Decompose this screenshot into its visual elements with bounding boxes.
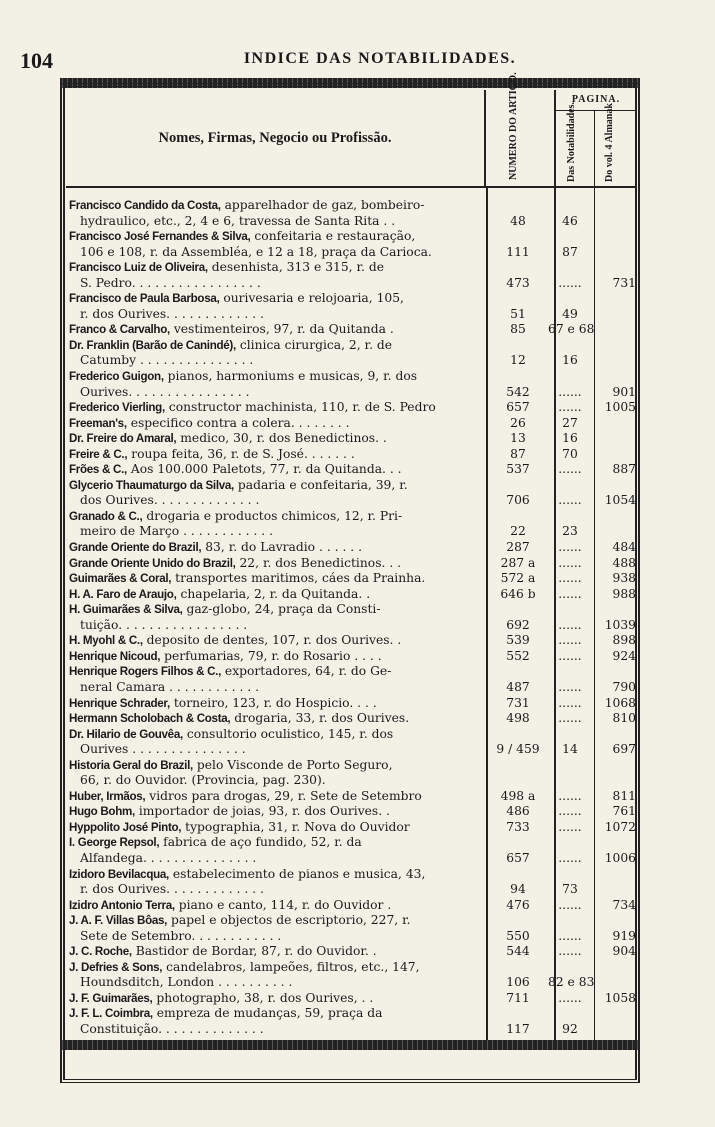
notabilidades-page: 87	[562, 244, 578, 259]
entry-description: gaz-globo, 24, praça da Consti-	[186, 602, 381, 617]
artigo-number: 572 a	[500, 571, 536, 586]
notabilidades-page: 14	[562, 742, 578, 757]
entry-line	[66, 509, 636, 525]
entry-description: desenhista, 313 e 315, r. de	[211, 260, 384, 275]
entry-description: Aos 100.000 Paletots, 77, r. da Quitanda. . .	[130, 462, 402, 477]
index-entry	[66, 835, 636, 866]
entry-line	[66, 664, 636, 680]
almanak-column-label: Do vol. 4 Almanak	[604, 103, 615, 182]
entry-description: roupa feita, 36, r. de S. José. . . . . . .	[131, 446, 355, 461]
notabilidades-page: ......	[558, 804, 582, 819]
artigo-number: 473	[506, 275, 530, 290]
entry-description: importador de joias, 93, r. dos Ourives. .	[138, 804, 390, 819]
entry-description: empreza de mudanças, 59, praça da	[156, 1006, 383, 1021]
entry-name: Glycerio Thaumaturgo da Silva,	[69, 478, 234, 492]
entry-description: perfumarias, 79, r. do Rosario . . . .	[164, 648, 382, 663]
entry-line	[66, 960, 636, 976]
entry-line	[66, 618, 636, 634]
almanak-page: 898	[612, 633, 636, 648]
entry-name: Dr. Hilario de Gouvêa,	[69, 727, 183, 741]
index-entry	[66, 556, 636, 572]
artigo-number: 498	[506, 711, 530, 726]
artigo-number: 692	[506, 617, 530, 632]
entry-line	[66, 229, 636, 245]
artigo-number: 646 b	[500, 586, 536, 601]
entry-description: vestimenteiros, 97, r. da Quitanda .	[173, 322, 394, 337]
index-entry	[66, 540, 636, 556]
index-entry	[66, 571, 636, 587]
index-entry	[66, 633, 636, 649]
almanak-page: 887	[612, 462, 636, 477]
notabilidades-page: 16	[562, 353, 578, 368]
entry-line	[66, 789, 636, 805]
pagina-column-header	[556, 90, 636, 186]
entry-description: vidros para drogas, 29, r. Sete de Setembro	[149, 788, 422, 803]
artigo-number: 731	[506, 695, 530, 710]
notabilidades-page: ......	[558, 384, 582, 399]
index-entry	[66, 338, 636, 369]
notabilidades-page: 70	[562, 446, 578, 461]
artigo-number: 711	[506, 990, 530, 1005]
notabilidades-page: 27	[562, 415, 578, 430]
entry-line	[66, 913, 636, 929]
almanak-page: 924	[612, 648, 636, 663]
notabilidades-page: ......	[558, 990, 582, 1005]
notabilidades-page: ......	[558, 788, 582, 803]
entry-name: Huber, Irmãos,	[69, 789, 146, 803]
entry-line	[66, 851, 636, 867]
artigo-number: 94	[510, 882, 526, 897]
names-column-header: Nomes, Firmas, Negocio ou Profissão.	[66, 90, 486, 186]
artigo-number: 544	[506, 944, 530, 959]
entry-line	[66, 882, 636, 898]
entry-description: 106 e 108, r. da Assembléa, e 12 a 18, praça da Carioca.	[80, 244, 432, 259]
artigo-number: 106	[506, 975, 530, 990]
entry-description: Catumby . . . . . . . . . . . . . . .	[80, 353, 254, 368]
entry-line	[66, 353, 636, 369]
entry-line	[66, 773, 636, 789]
entry-description: Houndsditch, London . . . . . . . . . .	[80, 975, 293, 990]
entry-description: Constituição. . . . . . . . . . . . . .	[80, 1021, 264, 1036]
pagina-split	[594, 110, 595, 186]
entry-line	[66, 571, 636, 587]
artigo-number: 12	[510, 353, 526, 368]
entry-name: I. George Repsol,	[69, 836, 160, 850]
entry-name: Freire & C.,	[69, 447, 128, 461]
almanak-page: 697	[612, 742, 636, 757]
artigo-number: 657	[506, 850, 530, 865]
entry-description: pianos, harmoniums e musicas, 9, r. dos	[167, 369, 418, 384]
index-entry	[66, 462, 636, 478]
entry-line	[66, 975, 636, 991]
index-entry	[66, 431, 636, 447]
index-entry	[66, 602, 636, 633]
index-entry	[66, 711, 636, 727]
notabilidades-page: ......	[558, 819, 582, 834]
artigo-number: 85	[510, 322, 526, 337]
index-entry	[66, 260, 636, 291]
entry-name: Izidoro Bevilacqua,	[69, 867, 169, 881]
entry-name: Francisco Luiz de Oliveira,	[69, 261, 208, 275]
entry-name: Francisco Candido da Costa,	[69, 199, 221, 212]
entry-name: H. Guimarães & Silva,	[69, 603, 183, 617]
almanak-page: 988	[612, 586, 636, 601]
almanak-page: 734	[612, 897, 636, 912]
entry-line	[66, 587, 636, 603]
artigo-number: 657	[506, 400, 530, 415]
entry-description: drogaria, 33, r. dos Ourives.	[234, 711, 410, 726]
entry-line	[66, 462, 636, 478]
entry-description: padaria e confeitaria, 39, r.	[237, 477, 408, 492]
entry-name: Henrique Schrader,	[69, 696, 170, 710]
notabilidades-page: 16	[562, 431, 578, 446]
entry-description: apparelhador de gaz, bombeiro-	[224, 198, 425, 212]
notabilidades-page: 49	[562, 306, 578, 321]
almanak-page: 810	[612, 711, 636, 726]
index-entry	[66, 447, 636, 463]
entry-name: Dr. Freire do Amaral,	[69, 432, 177, 446]
almanak-page: 919	[612, 928, 636, 943]
entry-description: candelabros, lampeões, filtros, etc., 147,	[166, 959, 420, 974]
entry-name: Grande Oriente Unido do Brazil,	[69, 556, 236, 570]
entry-line	[66, 1022, 636, 1038]
index-entry	[66, 649, 636, 665]
entry-line	[66, 322, 636, 338]
notabilidades-page: ......	[558, 679, 582, 694]
entry-description: chapelaria, 2, r. da Quitanda. .	[180, 586, 371, 601]
entry-line	[66, 898, 636, 914]
entry-description: 22, r. dos Benedictinos. . .	[239, 555, 402, 570]
entry-name: Francisco José Fernandes & Silva,	[69, 230, 251, 244]
entry-description: transportes maritimos, cáes da Prainha.	[175, 571, 426, 586]
entry-description: piano e canto, 114, r. do Ouvidor .	[178, 897, 392, 912]
entry-line	[66, 385, 636, 401]
artigo-number: 706	[506, 493, 530, 508]
artigo-number: 9 / 459	[496, 742, 540, 757]
entry-name: H. A. Faro de Araujo,	[69, 587, 177, 601]
almanak-page: 901	[612, 384, 636, 399]
artigo-number: 48	[510, 213, 526, 228]
index-entry	[66, 820, 636, 836]
entry-description: 83, r. do Lavradio . . . . . .	[205, 540, 362, 555]
entry-name: Henrique Rogers Filhos & C.,	[69, 665, 221, 679]
artigo-column-label: NUMERO DO ARTIGO.	[508, 72, 519, 180]
entry-description: 66, r. do Ouvidor. (Provincia, pag. 230).	[80, 773, 326, 788]
notabilidades-column-label: Das Notabilidades.	[566, 101, 577, 182]
entry-description: dos Ourives. . . . . . . . . . . . . .	[80, 493, 260, 508]
entry-description: photographo, 38, r. dos Ourives, . .	[156, 990, 374, 1005]
notabilidades-page: ......	[558, 462, 582, 477]
entry-line	[66, 447, 636, 463]
notabilidades-page: ......	[558, 633, 582, 648]
artigo-number: 498 a	[500, 788, 536, 803]
index-entry	[66, 509, 636, 540]
entry-line	[66, 524, 636, 540]
entry-line	[66, 758, 636, 774]
almanak-page: 790	[612, 679, 636, 694]
entry-description: hydraulico, etc., 2, 4 e 6, travessa de Santa Rita . .	[80, 213, 396, 228]
entry-description: fabrica de aço fundido, 52, r. da	[163, 835, 362, 850]
notabilidades-page: ......	[558, 617, 582, 632]
page-number: 104	[20, 48, 53, 73]
entry-line	[66, 260, 636, 276]
entry-description: ourivesaria e relojoaria, 105,	[223, 291, 404, 306]
entry-description: tuição. . . . . . . . . . . . . . . . .	[80, 617, 248, 632]
entry-name: J. Defries & Sons,	[69, 960, 163, 974]
entry-line	[66, 369, 636, 385]
notabilidades-page: ......	[558, 850, 582, 865]
notabilidades-page: ......	[558, 586, 582, 601]
index-entry	[66, 804, 636, 820]
entry-line	[66, 696, 636, 712]
entry-line	[66, 307, 636, 323]
notabilidades-page: 23	[562, 524, 578, 539]
index-entry	[66, 758, 636, 789]
almanak-page: 811	[612, 788, 636, 803]
almanak-page: 1058	[604, 990, 636, 1005]
entry-description: pelo Visconde de Porto Seguro,	[196, 757, 393, 772]
entry-line	[66, 742, 636, 758]
almanak-page: 1039	[604, 617, 636, 632]
artigo-number: 537	[506, 462, 530, 477]
pagina-label: PAGINA.	[571, 94, 621, 105]
entry-description: Ourives . . . . . . . . . . . . . . .	[80, 742, 246, 757]
artigo-column-header	[486, 72, 556, 186]
index-entry	[66, 587, 636, 603]
entry-line	[66, 245, 636, 261]
entry-name: Franco & Carvalho,	[69, 323, 170, 337]
notabilidades-page: ......	[558, 571, 582, 586]
entry-description: deposito de dentes, 107, r. dos Ourives. .	[146, 633, 402, 648]
entry-line	[66, 493, 636, 509]
index-entry	[66, 400, 636, 416]
artigo-number: 287 a	[500, 555, 536, 570]
entry-line	[66, 400, 636, 416]
entry-description: Ourives. . . . . . . . . . . . . . . .	[80, 384, 250, 399]
entry-description: constructor machinista, 110, r. de S. Pedro	[168, 400, 436, 415]
entry-name: J. F. Guimarães,	[69, 991, 153, 1005]
entry-name: Frederico Vierling,	[69, 401, 165, 415]
index-entry	[66, 898, 636, 914]
artigo-number: 486	[506, 804, 530, 819]
entry-line	[66, 680, 636, 696]
artigo-number: 542	[506, 384, 530, 399]
entry-name: J. A. F. Villas Bôas,	[69, 914, 168, 928]
entry-line	[66, 649, 636, 665]
entry-line	[66, 711, 636, 727]
index-entry	[66, 291, 636, 322]
artigo-number: 26	[510, 415, 526, 430]
index-entry	[66, 478, 636, 509]
notabilidades-page: ......	[558, 711, 582, 726]
almanak-page: 731	[612, 275, 636, 290]
entry-line	[66, 602, 636, 618]
index-entry	[66, 369, 636, 400]
entry-description: medico, 30, r. dos Benedictinos. .	[180, 431, 387, 446]
almanak-page: 1068	[604, 695, 636, 710]
almanak-page: 484	[612, 540, 636, 555]
artigo-number: 287	[506, 540, 530, 555]
index-entries	[66, 198, 636, 1038]
entry-name: Henrique Nicoud,	[69, 649, 161, 663]
index-entry	[66, 944, 636, 960]
artigo-number: 87	[510, 446, 526, 461]
entry-line	[66, 338, 636, 354]
almanak-page: 761	[612, 804, 636, 819]
entry-name: Historia Geral do Brazil,	[69, 758, 193, 772]
entry-description: Alfandega. . . . . . . . . . . . . . .	[80, 850, 257, 865]
entry-description: papel e objectos de escriptorio, 227, r.	[171, 913, 411, 928]
index-entry	[66, 322, 636, 338]
entry-line	[66, 214, 636, 230]
entry-name: Granado & C.,	[69, 509, 143, 523]
index-entry	[66, 789, 636, 805]
entry-name: Hermann Scholobach & Costa,	[69, 712, 231, 726]
entry-line	[66, 1006, 636, 1022]
entry-name: Francisco de Paula Barbosa,	[69, 292, 220, 306]
entry-description: meiro de Março . . . . . . . . . . . .	[80, 524, 274, 539]
notabilidades-page: ......	[558, 555, 582, 570]
index-entry	[66, 696, 636, 712]
entry-description: exportadores, 64, r. do Ge-	[224, 664, 392, 679]
index-entry	[66, 1006, 636, 1037]
entry-description: S. Pedro. . . . . . . . . . . . . . . . .	[80, 275, 261, 290]
artigo-number: 539	[506, 633, 530, 648]
entry-name: H. Myohl & C.,	[69, 634, 143, 648]
almanak-page: 1005	[604, 400, 636, 415]
artigo-number: 22	[510, 524, 526, 539]
entry-description: Bastidor de Bordar, 87, r. do Ouvidor. .	[135, 944, 377, 959]
index-entry	[66, 416, 636, 432]
notabilidades-page: 46	[562, 213, 578, 228]
notabilidades-page: 82 e 83	[548, 975, 595, 990]
entry-line	[66, 540, 636, 556]
artigo-number: 487	[506, 679, 530, 694]
notabilidades-page: 67 e 68	[548, 322, 595, 337]
almanak-page: 938	[612, 571, 636, 586]
entry-description: torneiro, 123, r. do Hospicio. . . .	[173, 695, 377, 710]
almanak-page: 488	[612, 555, 636, 570]
entry-name: Freeman's,	[69, 416, 127, 430]
page-header	[0, 0, 715, 90]
entry-description: neral Camara . . . . . . . . . . . .	[80, 679, 260, 694]
entry-line	[66, 804, 636, 820]
almanak-page: 1072	[604, 819, 636, 834]
entry-line	[66, 556, 636, 572]
entry-name: Izidro Antonio Terra,	[69, 898, 175, 912]
running-title: INDICE DAS NOTABILIDADES.	[243, 50, 517, 67]
artigo-number: 111	[506, 244, 530, 259]
entry-line	[66, 198, 636, 214]
entry-description: typographia, 31, r. Nova do Ouvidor	[185, 819, 410, 834]
almanak-page: 904	[612, 944, 636, 959]
entry-description: consultorio oculistico, 145, r. dos	[186, 726, 394, 741]
entry-name: Dr. Franklin (Barão de Canindé),	[69, 338, 236, 352]
artigo-number: 550	[506, 928, 530, 943]
artigo-number: 51	[510, 306, 526, 321]
table-header	[66, 72, 636, 188]
index-entry	[66, 960, 636, 991]
entry-description: r. dos Ourives. . . . . . . . . . . . .	[80, 882, 264, 897]
notabilidades-page: ......	[558, 944, 582, 959]
index-entry	[66, 198, 636, 229]
entry-line	[66, 820, 636, 836]
entry-name: Hyppolito José Pinto,	[69, 820, 182, 834]
notabilidades-page: ......	[558, 695, 582, 710]
entry-name: J. C. Roche,	[69, 945, 132, 959]
entry-description: Sete de Setembro. . . . . . . . . . . .	[80, 928, 282, 943]
entry-description: estabelecimento de pianos e musica, 43,	[172, 866, 426, 881]
notabilidades-page: ......	[558, 400, 582, 415]
entry-line	[66, 835, 636, 851]
entry-description: r. dos Ourives. . . . . . . . . . . . .	[80, 306, 264, 321]
index-entry	[66, 664, 636, 695]
index-entry	[66, 991, 636, 1007]
entry-line	[66, 291, 636, 307]
entry-line	[66, 276, 636, 292]
entry-name: Frederico Guigon,	[69, 370, 164, 384]
artigo-number: 476	[506, 897, 530, 912]
index-entry	[66, 867, 636, 898]
index-entry	[66, 727, 636, 758]
notabilidades-page: ......	[558, 540, 582, 555]
notabilidades-page: 92	[562, 1021, 578, 1036]
entry-description: drogaria e productos chimicos, 12, r. Pri-	[146, 508, 403, 523]
index-entry	[66, 913, 636, 944]
artigo-number: 13	[510, 431, 526, 446]
artigo-number: 552	[506, 648, 530, 663]
entry-line	[66, 929, 636, 945]
entry-name: Hugo Bohm,	[69, 805, 135, 819]
entry-line	[66, 727, 636, 743]
artigo-number: 117	[506, 1021, 530, 1036]
entry-name: Grande Oriente do Brazil,	[69, 541, 202, 555]
entry-name: J. F. L. Coimbra,	[69, 1007, 153, 1021]
entry-line	[66, 478, 636, 494]
entry-line	[66, 416, 636, 432]
entry-line	[66, 633, 636, 649]
entry-description: confeitaria e restauração,	[254, 229, 416, 244]
almanak-page: 1006	[604, 850, 636, 865]
entry-line	[66, 991, 636, 1007]
index-entry	[66, 229, 636, 260]
artigo-number: 733	[506, 819, 530, 834]
almanak-page: 1054	[604, 493, 636, 508]
entry-name: Guimarães & Coral,	[69, 572, 172, 586]
entry-name: Frões & C.,	[69, 463, 127, 477]
notabilidades-page: ......	[558, 928, 582, 943]
entry-description: especifico contra a colera. . . . . . . .	[130, 415, 350, 430]
entry-line	[66, 431, 636, 447]
ornamental-rule-bottom	[60, 1040, 640, 1050]
entry-description: clinica cirurgica, 2, r. de	[239, 337, 393, 352]
notabilidades-page: ......	[558, 275, 582, 290]
notabilidades-page: 73	[562, 882, 578, 897]
entry-line	[66, 944, 636, 960]
notabilidades-page: ......	[558, 493, 582, 508]
notabilidades-page: ......	[558, 897, 582, 912]
notabilidades-page: ......	[558, 648, 582, 663]
entry-line	[66, 867, 636, 883]
